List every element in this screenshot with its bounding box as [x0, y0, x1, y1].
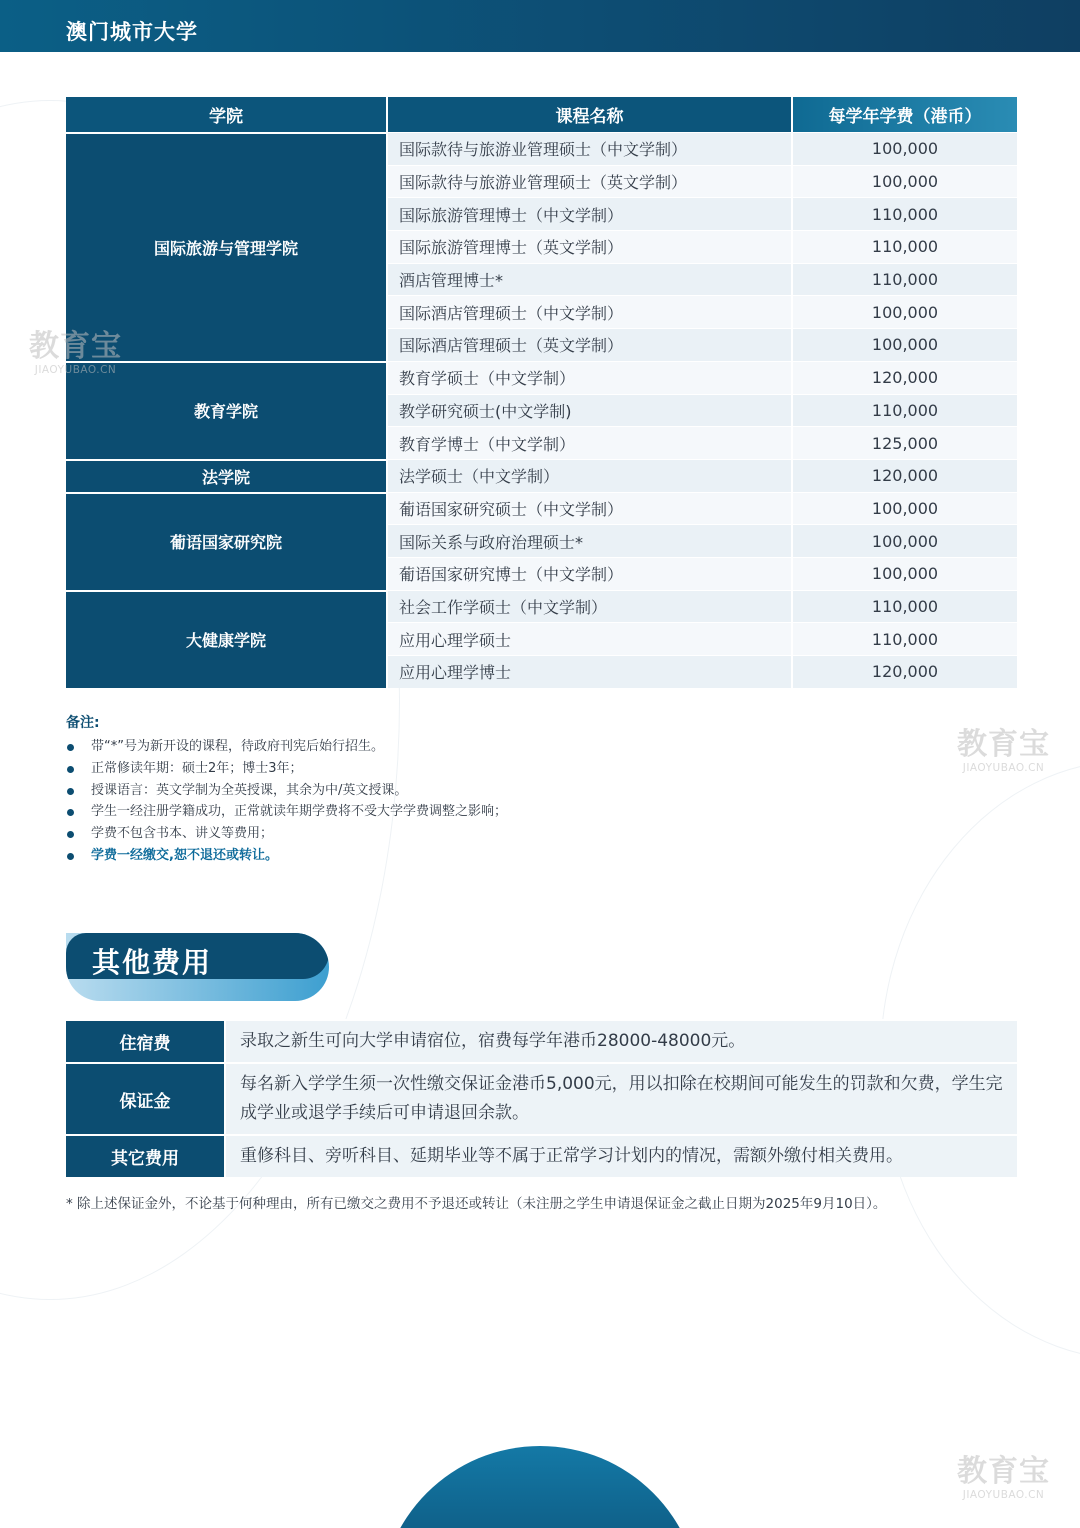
course-cell: 国际款待与旅游业管理硕士（英文学制） — [388, 165, 793, 198]
fee-cell: 100,000 — [793, 557, 1017, 590]
fee-cell: 110,000 — [793, 230, 1017, 263]
header-bar — [0, 0, 1080, 52]
note-item — [66, 823, 866, 845]
fee-cell: 110,000 — [793, 394, 1017, 427]
footnote: * 除上述保证金外，不论基于何种理由，所有已缴交之费用不予退还或转让（未注册之学生申请退保证金之截止日期为2025年9月10日）。 — [66, 1196, 887, 1212]
course-cell: 教育学博士（中文学制） — [388, 426, 793, 459]
fee-cell: 125,000 — [793, 426, 1017, 459]
tuition-table — [66, 97, 1017, 688]
fee-cell: 100,000 — [793, 165, 1017, 198]
course-cell: 国际款待与旅游业管理硕士（中文学制） — [388, 132, 793, 165]
section-header-other-fees — [66, 933, 329, 1001]
watermark-logo — [946, 728, 1061, 774]
university-title: 澳门城市大学 — [66, 20, 198, 44]
fee-cell: 110,000 — [793, 263, 1017, 296]
watermark-subtext: JIAOYUBAO.CN — [962, 762, 1045, 774]
table-row — [66, 361, 1017, 394]
course-cell: 葡语国家研究博士（中文学制） — [388, 557, 793, 590]
note-item — [66, 780, 866, 802]
course-cell: 社会工作学硕士（中文学制） — [388, 590, 793, 623]
note-item-highlight — [66, 845, 866, 867]
header-college: 学院 — [66, 97, 388, 132]
fee-cell: 120,000 — [793, 655, 1017, 688]
notes-section — [66, 712, 866, 867]
fee-label-cell: 保证金 — [66, 1062, 226, 1134]
note-text: 学费不包含书本、讲义等费用； — [91, 826, 274, 842]
bullet-icon — [67, 831, 74, 838]
bullet-icon — [67, 744, 74, 751]
note-item — [66, 758, 866, 780]
fee-cell: 110,000 — [793, 622, 1017, 655]
table-row — [66, 459, 1017, 492]
note-text: 授课语言：英文学制为全英授课，其余为中/英文授课。 — [91, 782, 408, 798]
note-text: 学生一经注册学籍成功，正常就读年期学费将不受大学学费调整之影响； — [91, 804, 508, 820]
table-row — [66, 1062, 1017, 1134]
bullet-icon — [67, 788, 74, 795]
course-cell: 法学硕士（中文学制） — [388, 459, 793, 492]
course-cell: 酒店管理博士* — [388, 263, 793, 296]
table-row — [66, 590, 1017, 623]
table-row — [66, 492, 1017, 525]
fee-desc-cell: 重修科目、旁听科目、延期毕业等不属于正常学习计划内的情况，需额外缴付相关费用。 — [226, 1134, 1017, 1177]
watermark-logo — [946, 1455, 1061, 1501]
section-title: 其他费用 — [92, 946, 213, 979]
college-cell: 葡语国家研究院 — [66, 492, 388, 590]
header-course: 课程名称 — [388, 97, 793, 132]
note-item — [66, 801, 866, 823]
table-row — [66, 1134, 1017, 1177]
course-cell: 葡语国家研究硕士（中文学制） — [388, 492, 793, 525]
course-cell: 国际酒店管理硕士（中文学制） — [388, 295, 793, 328]
course-cell: 国际旅游管理博士（英文学制） — [388, 230, 793, 263]
fee-cell: 100,000 — [793, 492, 1017, 525]
college-cell: 国际旅游与管理学院 — [66, 132, 388, 361]
course-cell: 国际旅游管理博士（中文学制） — [388, 197, 793, 230]
notes-title: 备注: — [66, 715, 100, 731]
bullet-icon — [67, 853, 74, 860]
course-cell: 教育学硕士（中文学制） — [388, 361, 793, 394]
other-fees-table — [66, 1019, 1017, 1177]
watermark-subtext: JIAOYUBAO.CN — [34, 364, 117, 376]
table-header-row — [66, 97, 1017, 132]
course-cell: 应用心理学博士 — [388, 655, 793, 688]
note-text: 正常修读年期：硕士2年；博士3年； — [91, 760, 303, 776]
fee-label-cell: 其它费用 — [66, 1134, 226, 1177]
bullet-icon — [67, 809, 74, 816]
note-item — [66, 736, 866, 758]
course-cell: 国际酒店管理硕士（英文学制） — [388, 328, 793, 361]
fee-desc-cell: 每名新入学学生须一次性缴交保证金港币5,000元，用以扣除在校期间可能发生的罚款和欠费，学生完成学业或退学手续后可申请退回余款。 — [226, 1062, 1017, 1134]
course-cell: 国际关系与政府治理硕士* — [388, 524, 793, 557]
fee-cell: 120,000 — [793, 361, 1017, 394]
watermark-subtext: JIAOYUBAO.CN — [962, 1489, 1045, 1501]
note-text: 带“*”号为新开设的课程，待政府刊宪后始行招生。 — [91, 739, 384, 754]
watermark-text: 教育宝 — [957, 1454, 1050, 1489]
course-cell: 教学研究硕士(中文学制) — [388, 394, 793, 427]
fee-cell: 100,000 — [793, 524, 1017, 557]
bullet-icon — [67, 766, 74, 773]
college-cell: 法学院 — [66, 459, 388, 492]
fee-label-cell: 住宿费 — [66, 1019, 226, 1062]
fee-cell: 100,000 — [793, 132, 1017, 165]
header-fee: 每学年学费（港币） — [793, 97, 1017, 132]
course-cell: 应用心理学硕士 — [388, 622, 793, 655]
table-row — [66, 1019, 1017, 1062]
fee-cell: 100,000 — [793, 295, 1017, 328]
note-text: 学费一经缴交,恕不退还或转让。 — [91, 847, 278, 863]
watermark-text: 教育宝 — [957, 727, 1050, 762]
college-cell: 大健康学院 — [66, 590, 388, 688]
college-cell: 教育学院 — [66, 361, 388, 459]
fee-cell: 110,000 — [793, 197, 1017, 230]
watermark-text: 教育宝 — [29, 329, 122, 364]
table-row — [66, 132, 1017, 165]
fee-desc-cell: 录取之新生可向大学申请宿位，宿费每学年港币28000-48000元。 — [226, 1019, 1017, 1062]
decorative-arc — [380, 1446, 700, 1528]
fee-cell: 110,000 — [793, 590, 1017, 623]
fee-cell: 120,000 — [793, 459, 1017, 492]
fee-cell: 100,000 — [793, 328, 1017, 361]
watermark-logo — [18, 330, 133, 376]
